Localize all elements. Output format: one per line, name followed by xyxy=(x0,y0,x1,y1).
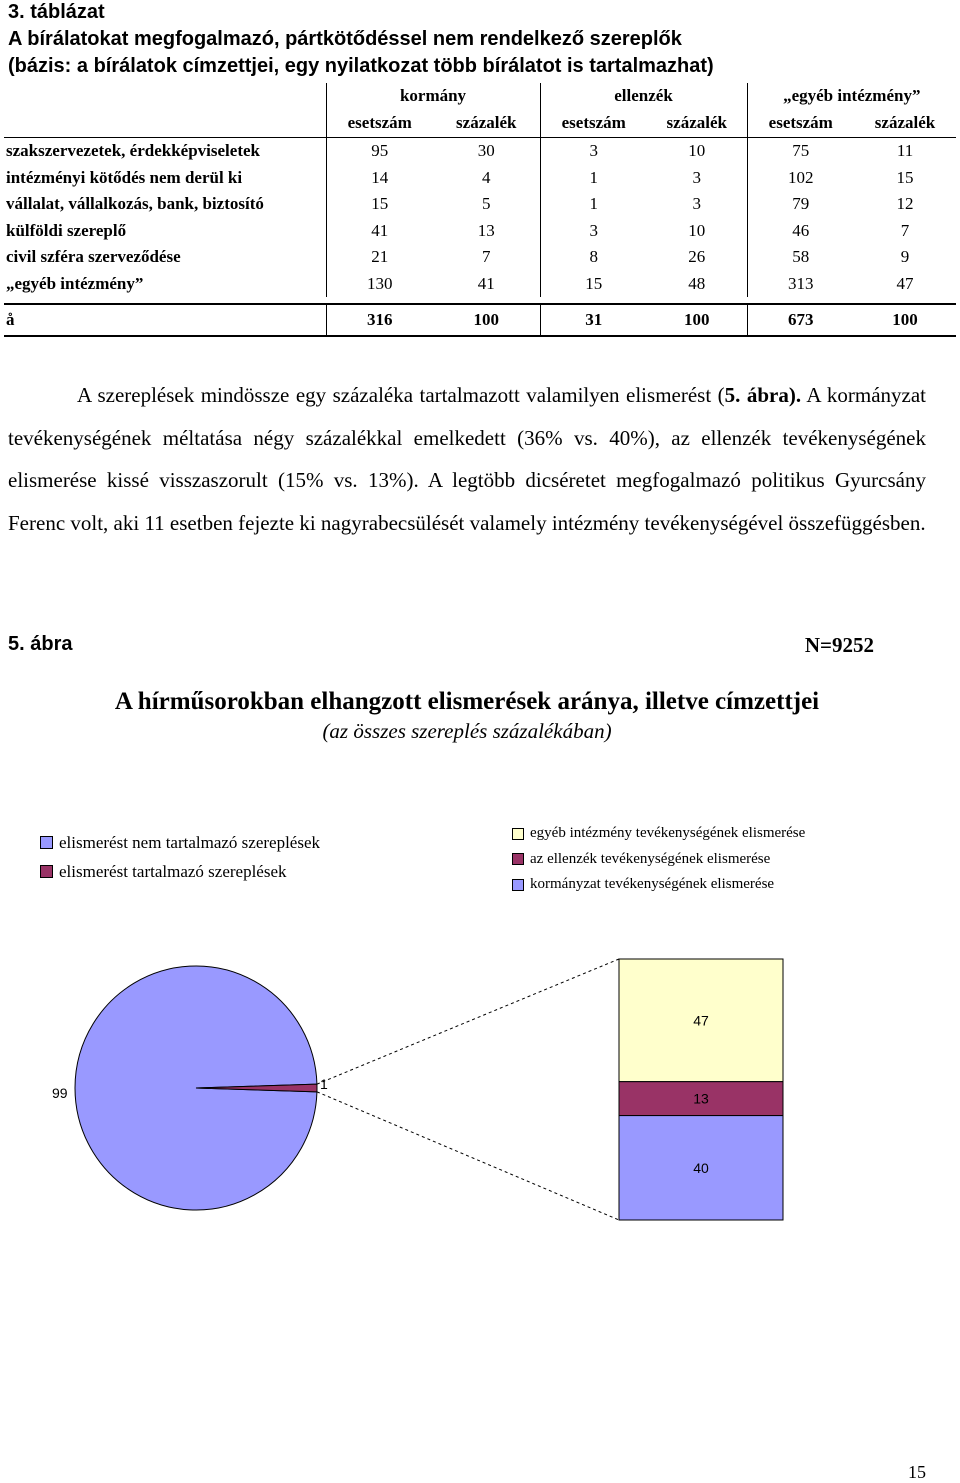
col-header: esetszám xyxy=(540,109,647,138)
row-label: civil szféra szerveződése xyxy=(6,247,181,267)
table-cell: 102 xyxy=(747,165,854,192)
table-cell: 13 xyxy=(477,220,495,240)
table-cell: 48 xyxy=(688,273,706,293)
pie-label-no-recognition: 99 xyxy=(52,1085,68,1101)
table-cell: 41 xyxy=(477,273,495,293)
bar-value-label: 13 xyxy=(693,1090,709,1107)
total-cell: 100 xyxy=(433,304,540,336)
table-cell: 30 xyxy=(477,141,495,161)
table-cell: 1 xyxy=(540,191,647,218)
total-cell: 100 xyxy=(854,304,956,336)
group-header-ellenzek: ellenzék xyxy=(540,83,747,109)
pie-label-recognition: 1 xyxy=(320,1076,328,1092)
table-cell: 7 xyxy=(900,220,910,240)
table-subtitle: (bázis: a bírálatok címzettjei, egy nyilatkozat több bírálatot is tartalmazhat) xyxy=(8,55,714,77)
col-header: esetszám xyxy=(326,109,433,138)
paragraph-sentence-1: A szereplések mindössze egy százaléka tartalmazott valamilyen elismerést ( xyxy=(77,383,725,407)
table-cell: 3 xyxy=(540,218,647,245)
legend-label: elismerést tartalmazó szereplések xyxy=(59,861,287,881)
figure-title: A hírműsorokban elhangzott elismerések aránya, illetve címzettjei xyxy=(114,688,820,715)
table-cell: 75 xyxy=(747,138,854,165)
figure-number: 5. ábra xyxy=(8,633,73,655)
group-header-egyeb: „egyéb intézmény” xyxy=(747,83,956,109)
table-cell: 26 xyxy=(688,247,706,267)
table-cell: 7 xyxy=(482,247,491,267)
table-cell: 41 xyxy=(326,218,433,245)
table-cell: 9 xyxy=(900,247,910,267)
figure-subtitle: (az összes szereplés százalékában) xyxy=(322,719,612,743)
table-cell: 47 xyxy=(896,273,914,293)
table-cell: 15 xyxy=(540,271,647,298)
table-cell: 58 xyxy=(747,244,854,271)
table-cell: 130 xyxy=(326,271,433,298)
legend-label: egyéb intézmény tevékenységének elismerése xyxy=(530,825,806,842)
col-header: százalék xyxy=(647,109,747,138)
table-cell: 3 xyxy=(692,167,701,187)
paragraph-rest: A kormányzat tevékenységének méltatása négy százalékkal emelkedett (36% vs. 40%), az ellenzék tevékenységének elismerése kissé visszaszorult (15% vs. 13%). A legtöbb dicséretet megfogalmazó politikus Gyurcsány Ferenc volt, aki 11 esetben fejezte ki nagyrabecsülését valamely intézmény tevékenységével összefüggésben. xyxy=(8,383,927,535)
row-label: „egyéb intézmény” xyxy=(6,273,144,293)
figure-sample-size: N=9252 xyxy=(804,633,874,657)
table-cell: 3 xyxy=(540,138,647,165)
table-cell: 46 xyxy=(747,218,854,245)
col-header: százalék xyxy=(433,109,540,138)
legend-label: az ellenzék tevékenységének elismerése xyxy=(530,850,771,867)
table-cell: 11 xyxy=(896,141,914,161)
table-cell: 3 xyxy=(692,194,701,214)
col-header: esetszám xyxy=(747,109,854,138)
total-label: å xyxy=(4,304,326,336)
row-label: külföldi szereplő xyxy=(6,220,127,240)
bar-value-label: 40 xyxy=(693,1159,709,1176)
table-cell: 4 xyxy=(482,167,491,187)
row-label: szakszervezetek, érdekképviseletek xyxy=(6,141,260,161)
total-cell: 100 xyxy=(647,304,747,336)
row-label: vállalat, vállalkozás, bank, biztosító xyxy=(6,194,264,214)
legend-label: elismerést nem tartalmazó szereplések xyxy=(59,832,321,852)
table-label: 3. táblázat xyxy=(8,1,105,23)
table-cell: 95 xyxy=(326,138,433,165)
figure-reference-end: ). xyxy=(788,383,802,407)
total-cell: 673 xyxy=(747,304,854,336)
table-cell: 313 xyxy=(747,271,854,298)
table-cell: 12 xyxy=(896,194,914,214)
col-header: százalék xyxy=(854,109,956,138)
connector-line-top xyxy=(317,959,619,1084)
table-cell: 1 xyxy=(540,165,647,192)
group-header-kormany: kormány xyxy=(326,83,540,109)
bar-value-label: 47 xyxy=(693,1012,709,1029)
row-label: intézményi kötődés nem derül ki xyxy=(6,167,243,187)
table-cell: 10 xyxy=(688,220,706,240)
page-number: 15 xyxy=(908,1462,926,1482)
connector-line-bottom xyxy=(317,1092,619,1220)
table-cell: 15 xyxy=(326,191,433,218)
table-cell: 79 xyxy=(747,191,854,218)
total-cell: 31 xyxy=(540,304,647,336)
table-cell: 8 xyxy=(540,244,647,271)
figure-reference: 5. ábra xyxy=(724,383,789,407)
table-cell: 14 xyxy=(326,165,433,192)
table-cell: 5 xyxy=(482,194,491,214)
table-title: A bírálatokat megfogalmazó, pártkötődéssel nem rendelkező szereplők xyxy=(8,28,682,50)
table-cell: 21 xyxy=(326,244,433,271)
table-cell: 15 xyxy=(896,167,914,187)
legend-label: kormányzat tevékenységének elismerése xyxy=(530,876,775,893)
table-cell: 10 xyxy=(688,141,706,161)
total-cell: 316 xyxy=(326,304,433,336)
